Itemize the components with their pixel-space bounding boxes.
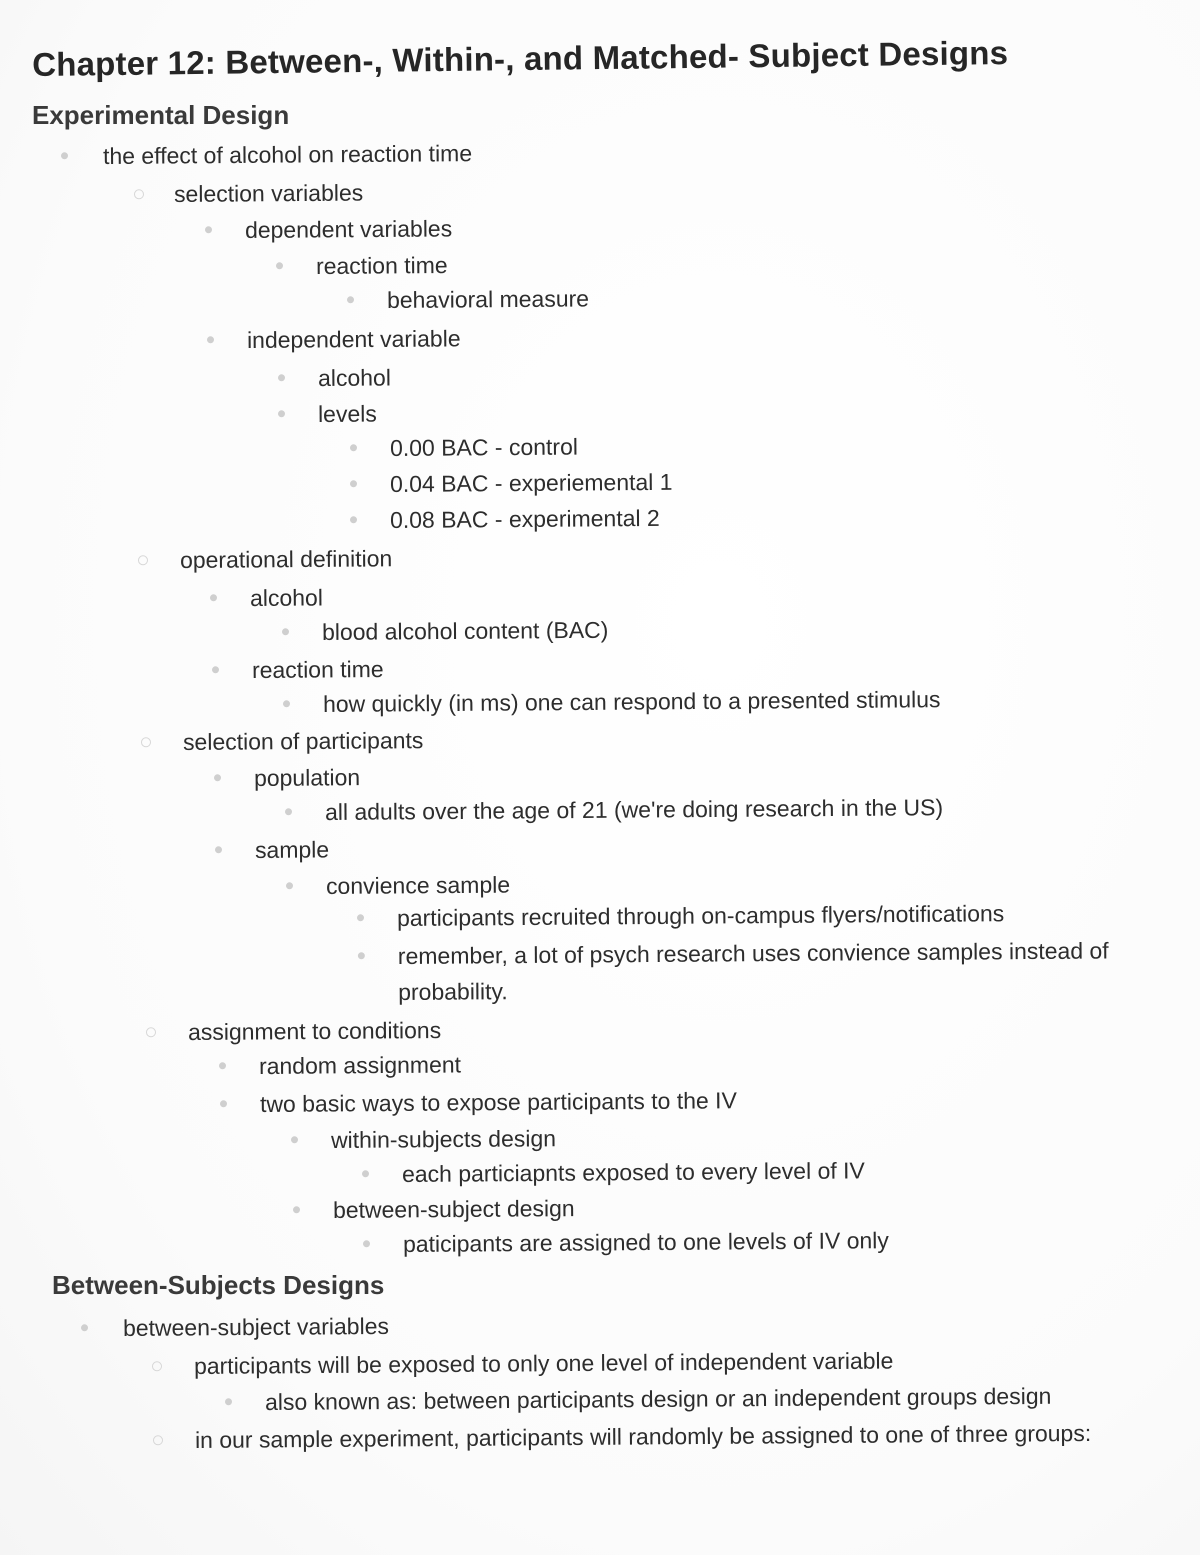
list-item-text: selection of participants <box>182 727 424 755</box>
list-item <box>195 1415 1095 1458</box>
list-item-text: 0.04 BAC - experiemental 1 <box>389 468 673 497</box>
list-item <box>247 320 461 358</box>
bullet-icon <box>210 594 217 601</box>
list-item-text: between-subject variables <box>122 1312 390 1341</box>
list-item <box>398 932 1144 1010</box>
list-item <box>402 1152 865 1192</box>
bullet-icon <box>207 336 214 343</box>
list-item-text: alcohol <box>317 364 391 391</box>
list-item <box>245 210 452 248</box>
list-item-text: blood alcohol content (BAC) <box>321 616 609 645</box>
list-item <box>265 1378 1052 1420</box>
bullet-icon <box>212 666 219 673</box>
list-item <box>259 1046 461 1084</box>
bullet-icon <box>350 444 357 451</box>
list-item-text: two basic ways to expose participants to the IV <box>259 1087 737 1117</box>
list-item <box>260 1082 737 1122</box>
section-heading-between-subjects-designs: Between-Subjects Designs <box>52 1270 385 1300</box>
list-item-text: 0.08 BAC - experimental 2 <box>389 504 660 533</box>
list-item-text: operational definition <box>179 545 393 573</box>
bullet-icon <box>141 737 151 747</box>
bullet-icon <box>285 808 292 815</box>
bullet-icon <box>205 226 212 233</box>
bullet-icon <box>358 952 365 959</box>
list-item <box>390 429 578 466</box>
list-item-text: convience sample <box>325 871 511 899</box>
bullet-icon <box>214 774 221 781</box>
bullet-icon <box>81 1324 88 1331</box>
list-item-text: behavioral measure <box>386 285 590 313</box>
list-item <box>390 500 660 538</box>
list-item <box>333 1190 575 1228</box>
bullet-icon <box>220 1100 227 1107</box>
bullet-icon <box>278 410 285 417</box>
bullet-icon <box>357 914 364 921</box>
list-item <box>174 175 363 212</box>
list-item <box>403 1222 889 1262</box>
list-item-text: selection variables <box>173 179 364 207</box>
bullet-icon <box>347 296 354 303</box>
bullet-icon <box>282 628 289 635</box>
list-item <box>318 359 391 396</box>
list-item-text: reaction time <box>251 655 384 683</box>
bullet-icon <box>350 516 357 523</box>
bullet-icon <box>362 1170 369 1177</box>
list-item <box>318 396 377 432</box>
list-item-text: between-subject design <box>332 1195 575 1223</box>
list-item <box>325 789 943 830</box>
list-item <box>188 1012 441 1050</box>
list-item-text: paticipants are assigned to one levels of IV only <box>402 1227 889 1257</box>
bullet-icon <box>152 1361 162 1371</box>
list-item <box>316 247 448 284</box>
list-item <box>322 612 609 650</box>
bullet-icon <box>215 846 222 853</box>
bullet-icon <box>286 882 293 889</box>
list-item-text: dependent variables <box>244 215 453 243</box>
list-item <box>387 280 589 318</box>
list-item-text: participants will be exposed to only one level of independent variable <box>193 1347 894 1379</box>
list-item-text: participants recruited through on-campus flyers/notifications <box>396 900 1005 931</box>
list-item <box>250 579 323 616</box>
list-item <box>180 540 393 578</box>
list-item <box>397 895 1005 936</box>
bullet-icon <box>363 1240 370 1247</box>
list-item <box>194 1343 894 1384</box>
bullet-icon <box>291 1136 298 1143</box>
list-item-text: 0.00 BAC - control <box>389 433 579 461</box>
bullet-icon <box>276 262 283 269</box>
list-item-text: the effect of alcohol on reaction time <box>102 140 473 169</box>
bullet-icon <box>61 152 68 159</box>
bullet-icon <box>146 1027 156 1037</box>
list-item-text: population <box>253 764 361 791</box>
list-item-text: reaction time <box>315 251 448 279</box>
bullet-icon <box>293 1206 300 1213</box>
list-item-text: assignment to conditions <box>187 1017 442 1045</box>
list-item-text: sample <box>254 836 330 863</box>
bullet-icon <box>278 374 285 381</box>
bullet-icon <box>283 700 290 707</box>
list-item-text: in our sample experiment, participants will randomly be assigned to one of three groups: <box>194 1419 1092 1453</box>
bullet-icon <box>225 1398 232 1405</box>
bullet-icon <box>350 480 357 487</box>
list-item-text: alcohol <box>249 584 323 611</box>
page-title: Chapter 12: Between-, Within-, and Matched- Subject Designs <box>32 34 1009 83</box>
list-item-text: how quickly (in ms) one can respond to a presented stimulus <box>322 686 941 717</box>
list-item <box>252 651 384 688</box>
list-item <box>255 831 329 868</box>
list-item <box>390 464 673 502</box>
list-item-text: all adults over the age of 21 (we're doing research in the US) <box>324 794 944 825</box>
list-item <box>103 135 472 174</box>
bullet-icon <box>134 189 144 199</box>
list-item-text: each particiapnts exposed to every level of IV <box>401 1157 865 1187</box>
list-item-text: also known as: between participants design or an independent groups design <box>264 1382 1052 1415</box>
list-item <box>183 722 424 760</box>
list-item <box>331 1120 556 1158</box>
list-item <box>254 759 360 796</box>
list-item-text: levels <box>317 400 377 427</box>
list-item-text: random assignment <box>258 1051 462 1079</box>
bullet-icon <box>153 1435 163 1445</box>
list-item <box>123 1308 389 1346</box>
list-item-text: within-subjects design <box>330 1125 557 1153</box>
bullet-icon <box>219 1062 226 1069</box>
list-item-text: independent variable <box>246 325 461 353</box>
bullet-icon <box>138 555 148 565</box>
section-heading-experimental-design: Experimental Design <box>32 100 290 130</box>
list-item <box>323 681 941 722</box>
list-item-text: remember, a lot of psych research uses convience samples instead of probability. <box>397 937 1109 1005</box>
